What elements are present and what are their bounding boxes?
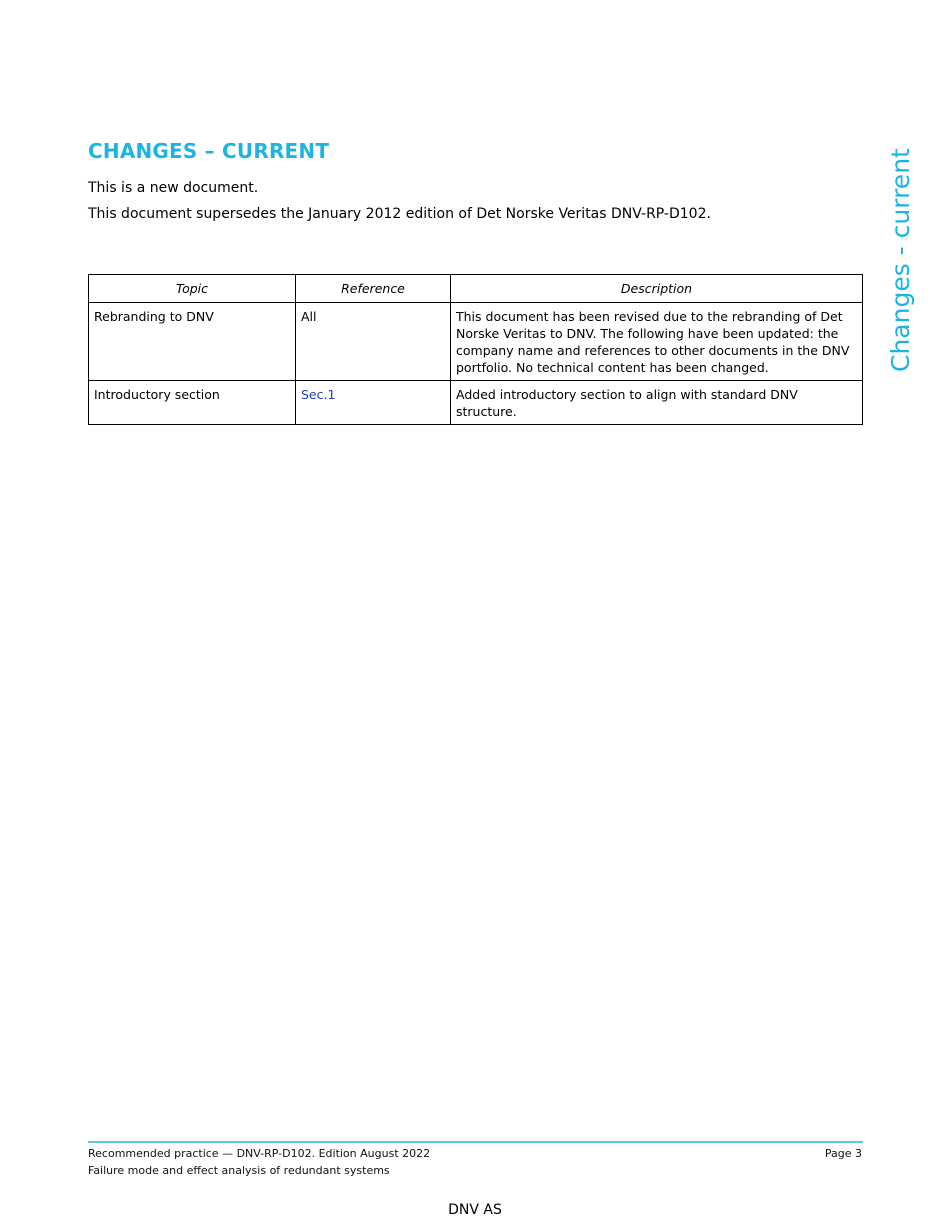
page-title: CHANGES – CURRENT (88, 139, 330, 163)
footer-document-subtitle: Failure mode and effect analysis of redundant systems (88, 1164, 390, 1177)
table-row (89, 381, 863, 425)
table-row (89, 303, 863, 381)
changes-table (88, 274, 863, 425)
footer-divider (88, 1141, 863, 1143)
cell-topic: Rebranding to DNV (89, 303, 296, 381)
cell-reference (296, 381, 451, 425)
cell-topic: Introductory section (89, 381, 296, 425)
reference-link-sec1[interactable]: Sec.1 (301, 387, 336, 402)
cell-description: Added introductory section to align with standard DNV structure. (451, 381, 863, 425)
column-header-topic: Topic (89, 275, 296, 303)
cell-reference: All (296, 303, 451, 381)
column-header-reference: Reference (296, 275, 451, 303)
company-name: DNV AS (448, 1202, 502, 1218)
intro-paragraph: This is a new document. (88, 180, 259, 196)
footer-document-title: Recommended practice — DNV-RP-D102. Edition August 2022 (88, 1147, 431, 1160)
table-header-row (89, 275, 863, 303)
side-tab-label: Changes - current (886, 148, 915, 372)
intro-paragraph: This document supersedes the January 2012 edition of Det Norske Veritas DNV-RP-D102. (88, 206, 711, 222)
page-number: Page 3 (824, 1147, 862, 1160)
column-header-description: Description (451, 275, 863, 303)
cell-description: This document has been revised due to the rebranding of Det Norske Veritas to DNV. The following have been updated: the company name and references to other documents in the DNV portfolio. No technical content has been changed. (451, 303, 863, 381)
